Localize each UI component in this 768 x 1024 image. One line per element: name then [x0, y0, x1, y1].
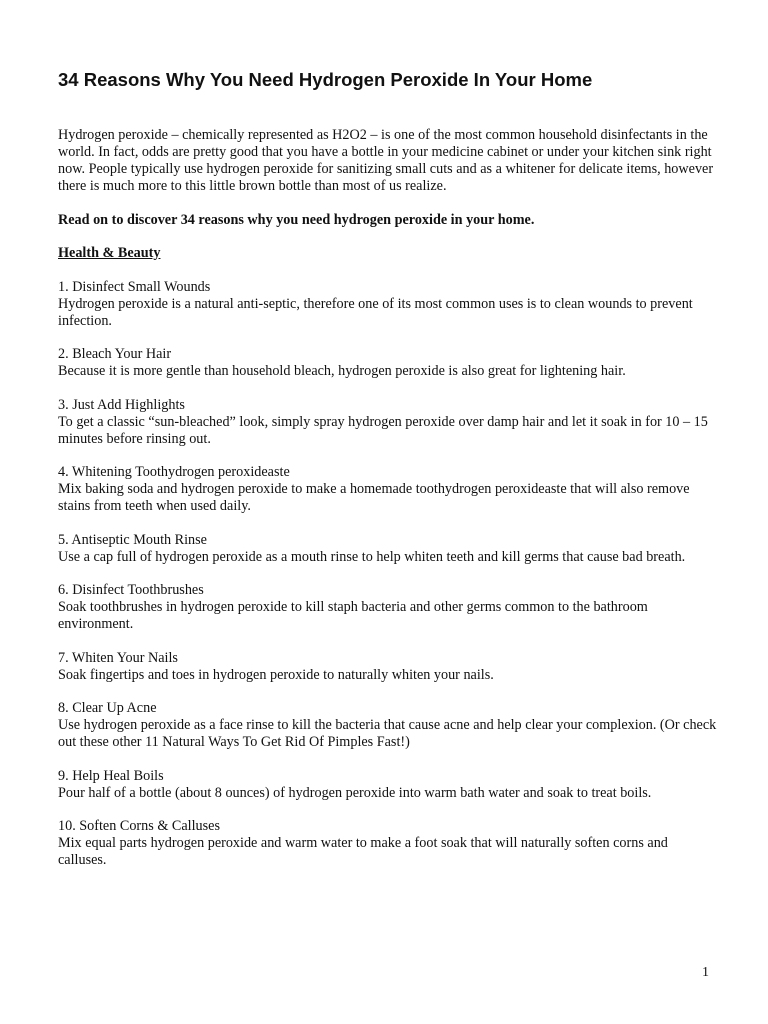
- item-title: 6. Disinfect Toothbrushes: [58, 582, 204, 598]
- list-item: [58, 279, 718, 330]
- page-number: 1: [702, 965, 709, 980]
- item-title: 9. Help Heal Boils: [58, 767, 164, 784]
- item-description: Use a cap full of hydrogen peroxide as a mouth rinse to help whiten teeth and kill germs that cause bad breath.: [58, 548, 686, 565]
- item-description: Soak fingertips and toes in hydrogen peroxide to naturally whiten your nails.: [58, 666, 494, 683]
- lead-paragraph: Read on to discover 34 reasons why you need hydrogen peroxide in your home.: [58, 211, 535, 228]
- list-item: [58, 532, 718, 566]
- list-item: [58, 700, 718, 751]
- list-item: [58, 464, 718, 515]
- item-title: 4. Whitening Toothydrogen peroxideaste: [58, 464, 290, 480]
- item-title: 5. Antiseptic Mouth Rinse: [58, 531, 207, 548]
- item-description: Use hydrogen peroxide as a face rinse to kill the bacteria that cause acne and help clear your complexion. (Or check out these other 11 Natural Ways To Get Rid Of Pimples Fast!): [58, 717, 717, 750]
- document-body: [58, 127, 718, 886]
- list-item: [58, 650, 718, 684]
- item-description: Mix equal parts hydrogen peroxide and warm water to make a foot soak that will naturally soften corns and calluses.: [58, 835, 668, 868]
- item-title: 3. Just Add Highlights: [58, 396, 185, 413]
- item-title: 1. Disinfect Small Wounds: [58, 278, 211, 295]
- item-description: Pour half of a bottle (about 8 ounces) of hydrogen peroxide into warm bath water and soak to treat boils.: [58, 784, 652, 801]
- list-item: [58, 818, 718, 869]
- item-title: 8. Clear Up Acne: [58, 700, 157, 716]
- item-description: Hydrogen peroxide is a natural anti-septic, therefore one of its most common uses is to clean wounds to prevent infection.: [58, 295, 693, 329]
- item-description: Soak toothbrushes in hydrogen peroxide to kill staph bacteria and other germs common to the bathroom environment.: [58, 599, 648, 632]
- item-description: To get a classic “sun-bleached” look, simply spray hydrogen peroxide over damp hair and let it soak in for 10 – 15 minutes before rinsing out.: [58, 413, 708, 447]
- list-item: [58, 346, 718, 380]
- list-item: [58, 582, 718, 633]
- item-title: 7. Whiten Your Nails: [58, 649, 178, 666]
- item-description: Mix baking soda and hydrogen peroxide to make a homemade toothydrogen peroxideaste that will also remove stains from teeth when used daily.: [58, 481, 690, 514]
- intro-paragraph: Hydrogen peroxide – chemically represented as H2O2 – is one of the most common household disinfectants in the world. In fact, odds are pretty good that you have a bottle in your medicine cabinet or under your kitchen sink right now. People typically use hydrogen peroxide for sanitizing small cuts and as a whitener for delicate items, however there is much more to this little brown bottle than most of us realize.: [58, 127, 714, 194]
- section-heading: Health & Beauty: [58, 245, 161, 261]
- page-title: 34 Reasons Why You Need Hydrogen Peroxide In Your Home: [58, 69, 593, 90]
- list-item: [58, 397, 718, 448]
- item-title: 2. Bleach Your Hair: [58, 346, 172, 362]
- item-description: Because it is more gentle than household bleach, hydrogen peroxide is also great for lightening hair.: [58, 363, 626, 379]
- item-title: 10. Soften Corns & Calluses: [58, 818, 220, 834]
- list-item: [58, 768, 718, 802]
